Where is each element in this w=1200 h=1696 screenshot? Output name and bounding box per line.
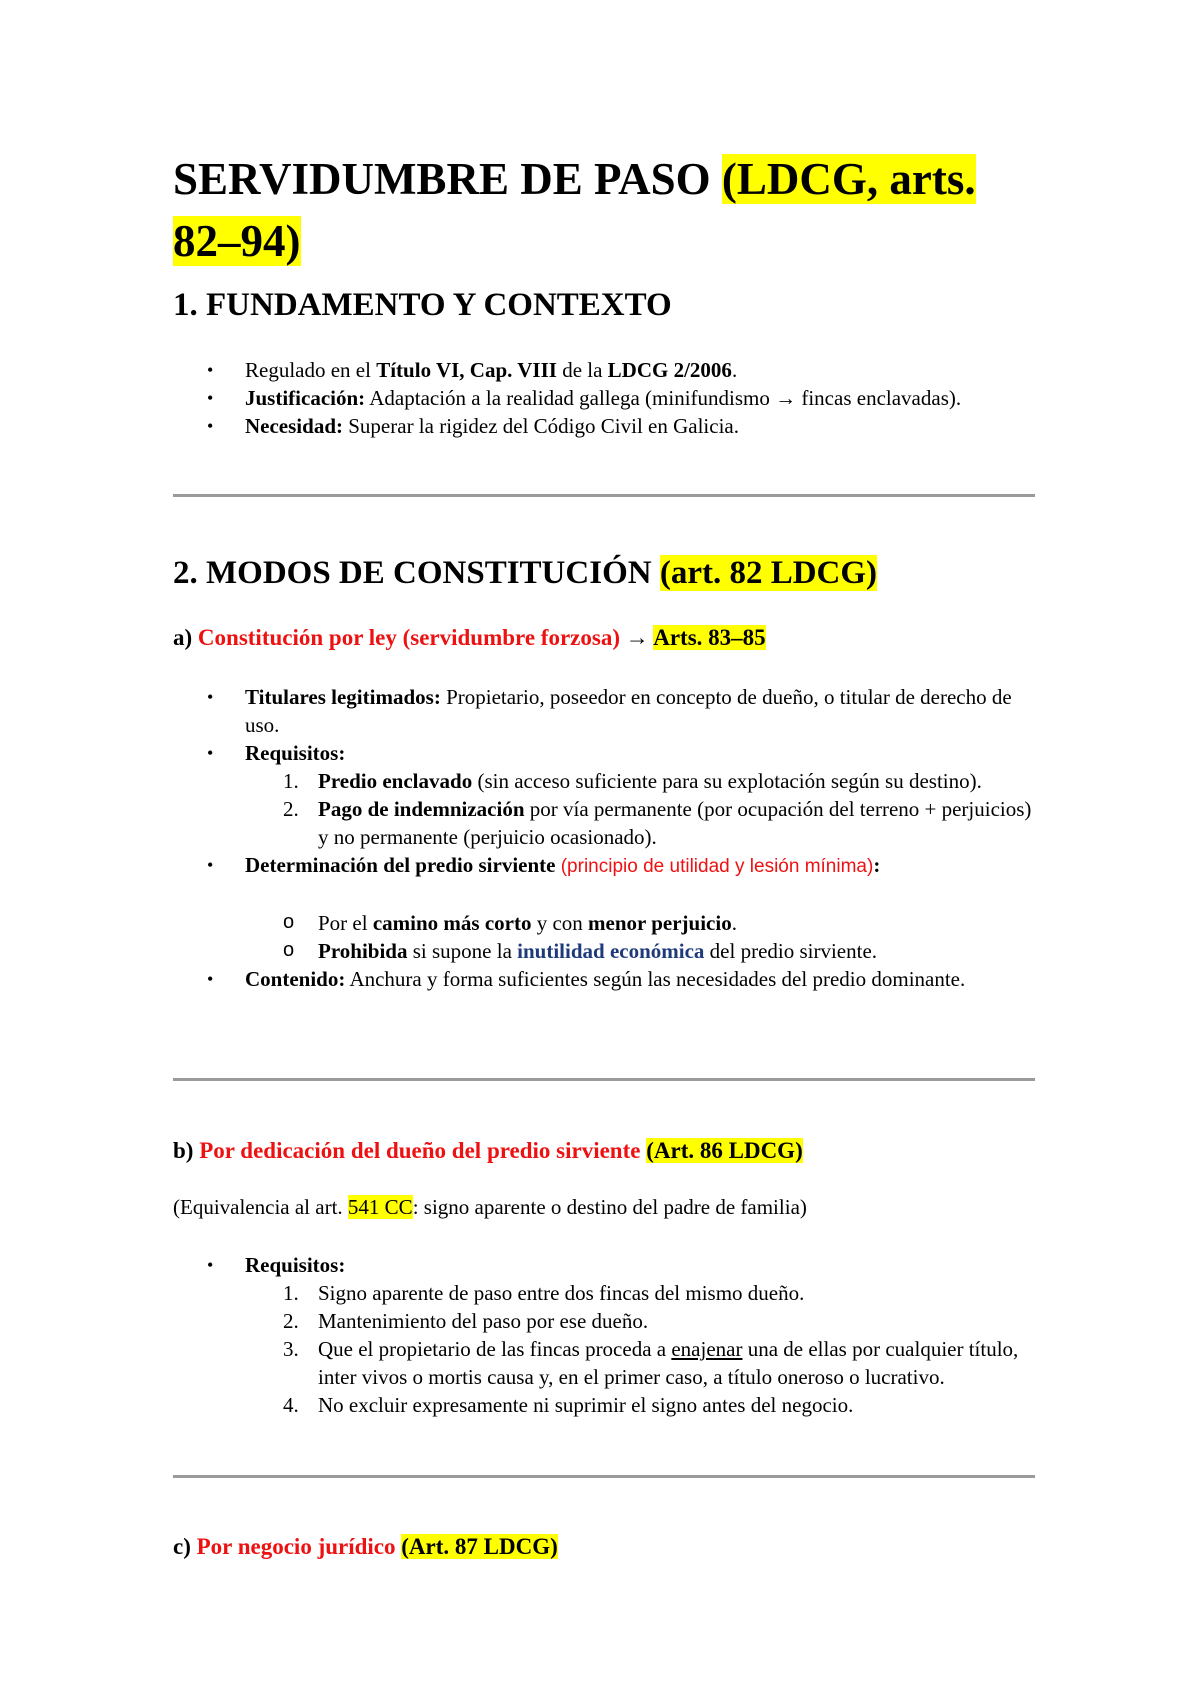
horizontal-rule	[173, 1078, 1035, 1081]
sub-item: o Prohibida si supone la inutilidad económica del predio sirviente.	[283, 939, 878, 963]
section-1-heading: 1. FUNDAMENTO Y CONTEXTO	[173, 287, 672, 323]
bullet: •	[207, 743, 214, 763]
bullet: •	[207, 388, 214, 408]
list-item: • Justificación: Adaptación a la realidad gallega (minifundismo → fincas enclavadas).	[207, 386, 962, 410]
list-item: • Regulado en el Título VI, Cap. VIII de la LDCG 2/2006.	[207, 358, 738, 382]
section-1-list	[173, 356, 1033, 440]
bullet: •	[207, 855, 214, 875]
horizontal-rule	[173, 494, 1035, 497]
bullet: •	[207, 1255, 214, 1275]
title-main: SERVIDUMBRE DE PASO	[173, 154, 711, 204]
title-ref: (LDCG, arts. 82–94)	[173, 154, 976, 266]
horizontal-rule	[173, 1475, 1035, 1478]
section-2-ref: (art. 82 LDCG)	[659, 555, 878, 591]
numbered-item: 1. Signo aparente de paso entre dos fincas del mismo dueño.	[283, 1281, 805, 1305]
bullet: •	[207, 969, 214, 989]
subsection-a-list	[173, 683, 1033, 993]
numbered-item: 2. Pago de indemnización por vía permanente (por ocupación del terreno + perjuicios) y no permanente (perjuicio ocasionado).	[283, 797, 1032, 849]
document-title	[173, 148, 1033, 272]
list-item: • Requisitos:	[207, 741, 346, 765]
numbered-item: 4. No excluir expresamente ni suprimir el signo antes del negocio.	[283, 1393, 854, 1417]
subsection-c-heading: c) Por negocio jurídico (Art. 87 LDCG)	[173, 1534, 558, 1559]
equivalence-note: (Equivalencia al art. 541 CC: signo aparente o destino del padre de familia)	[173, 1195, 807, 1219]
bullet: •	[207, 360, 214, 380]
list-item: • Determinación del predio sirviente (principio de utilidad y lesión mínima):	[207, 853, 881, 877]
bullet: •	[207, 416, 214, 436]
sub-item: o Por el camino más corto y con menor perjuicio.	[283, 911, 737, 935]
numbered-item: 3. Que el propietario de las fincas proceda a enajenar una de ellas por cualquier título, inter vivos o mortis causa y, en el primer caso, a título oneroso o lucrativo.	[283, 1337, 1019, 1389]
list-item: • Requisitos:	[207, 1253, 346, 1277]
subsection-b-list	[173, 1251, 1033, 1419]
list-item: • Contenido: Anchura y forma suficientes según las necesidades del predio dominante.	[207, 967, 966, 991]
numbered-item: 1. Predio enclavado (sin acceso suficiente para su explotación según su destino).	[283, 769, 982, 793]
subsection-b-heading: b) Por dedicación del dueño del predio sirviente (Art. 86 LDCG)	[173, 1138, 803, 1163]
list-item: • Necesidad: Superar la rigidez del Código Civil en Galicia.	[207, 414, 739, 438]
subsection-a-heading: a) Constitución por ley (servidumbre forzosa) → Arts. 83–85	[173, 625, 766, 650]
numbered-item: 2. Mantenimiento del paso por ese dueño.	[283, 1309, 649, 1333]
bullet: •	[207, 687, 214, 707]
section-2-heading: 2. MODOS DE CONSTITUCIÓN (art. 82 LDCG)	[173, 555, 878, 591]
list-item: • Titulares legitimados: Propietario, poseedor en concepto de dueño, o titular de derecho de uso.	[207, 685, 1012, 737]
